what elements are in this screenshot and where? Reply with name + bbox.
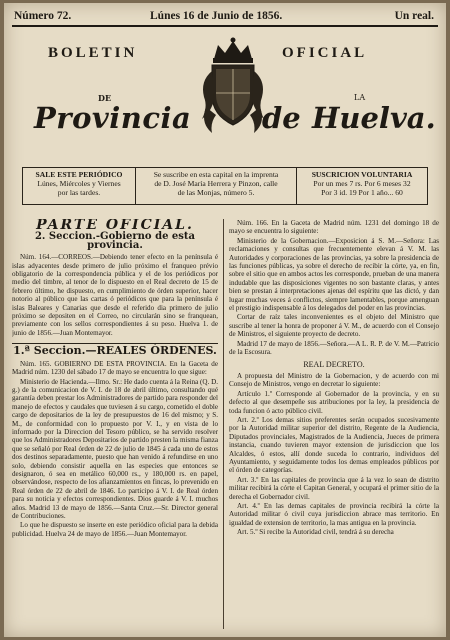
article-paragraph: Ministerio de Hacienda.—Ilmo. Sr.: He dado cuenta á la Reina (Q. D. g.) de la comunicacion de V. I. de 18 de abril último, consultando qué garantía deben prestar los Administradores de partido para responder del manejo de efectos y caudales que tuviesen á su cargo, cometido el doble cargo de depositarios de la ley de presupuestos de 16 del mismo; y S. M., de conformidad con lo propuesto por V. I., y en vista de lo informado por la Direccion del Tesoro público, se ha servido resolver que los Administradores Depositarios de partido presten la misma fianza que se señaló por Real órden de 22 de julio de 1845 á cada uno de estos dos destinos separadamente, puesto que han venido á refundirse en uno solo, debiendo consistir aquella en las especies que entonces se designaron, ó sea en metálico 60,000 rs., y 180,000 rs. en papel, observándose, respecto de los afianzamientos en fincas, lo prevenido en Real órden de 22 de abril de 1846. Lo participo á V. I. de Real órden para su noticia y efectos correspondientes. Dios guarde á V. I. muchos años. Madrid 13 de mayo de 1856.—Santa Cruz.—Sr. Director general de Contribuciones.: [12, 377, 218, 520]
article-paragraph: Art. 2.º Los demas sitios preferentes serán ocupados sucesivamente por la Autoridad militar superior del distrito, Regente de la Audiencia, Diputados provinciales, Magistrados de la Audiencia, Jueces de primera instancia, cuando tuvieren mayor extension de jurisdiccion que los Alcaldes, ó estos, allí donde suceda lo contrario, individuos del Ayuntamiento, y seguidamente todos los demas empleados públicos por el órden de categorías.: [229, 415, 439, 475]
subscription-place-text: Se suscribe en esta capital en la imprenta: [153, 170, 279, 179]
subscription-place-text: de D. José María Herrera y Pinzon, calle: [154, 179, 278, 188]
parte-oficial-heading: PARTE OFICIAL.: [36, 219, 194, 233]
subscription-prices-box: [297, 168, 427, 204]
subscription-place-text: de las Monjas, número 5.: [177, 188, 255, 197]
article-paragraph: Ministerio de la Gobernacion.—Exposicion á S. M.—Señora: Las reclamaciones y consultas que frecuentemente elevan á V. M. las Autoridades y corporaciones de las provincias, ya sobre la presidencia de las funciones públicas, ya sobre el derecho de recibir la córte, ya, en fin, sobre el sitio que en ambos actos les corresponde, prueban de una manera indudable que las disposiciones vigentes no son bastante claras, y antes bien se prestan á interpretaciones ajenas del espíritu que las dictó, y dan lugar muchas veces á conflictos, siempre lamentables, porque amenguan el prestigio indispensable á los delegados del poder en las provincias.: [229, 236, 439, 313]
coat-of-arms-icon: [198, 37, 268, 137]
subscription-place-box: [136, 168, 297, 204]
article-paragraph: Art. 3.º En las capitales de provincia que á la vez lo sean de distrito militar recibirá la córte el Capitan General, y ocupará el primer sitio de la derecha el Gobernador civil.: [229, 475, 439, 501]
section-1-heading: 1.ª Seccion.—REALES ÓRDENES.: [13, 344, 217, 358]
article-paragraph: Art. 4.º En las demas capitales de provincia recibirá la córte la Autoridad militar ó civil cuya jurisdiccion abrace mas territorio. En igualdad de extension de territorio, la mas antigua en la provincia.: [229, 502, 439, 527]
newspaper-page: [4, 3, 446, 637]
left-column: [12, 219, 218, 633]
newspaper-title: [12, 37, 438, 147]
title-huelva: Huelva.: [312, 101, 436, 135]
real-decreto-heading: REAL DECRETO.: [303, 359, 365, 369]
publication-days-box: [23, 168, 136, 204]
subscription-prices-text: Por 3 id. 19 Por 1 año... 60: [321, 188, 403, 197]
publication-days-text: Lúnes, Miércoles y Viernes: [37, 179, 121, 188]
subscription-band: [22, 167, 428, 205]
article-paragraph: Cortar de raíz tales inconvenientes es el objeto del Ministro que suscribe al tener la honra de proponer á V. M., de acuerdo con el Consejo de Ministros, el siguiente proyecto de decreto.: [229, 313, 439, 339]
article-paragraph: Núm. 166. En la Gaceta de Madrid núm. 1231 del domingo 18 de mayo se encuentra lo siguiente:: [229, 219, 439, 236]
title-oficial: OFICIAL: [282, 45, 368, 61]
title-boletin: BOLETIN: [48, 45, 138, 61]
article-paragraph: A propuesta del Ministro de la Gobernacion, y de acuerdo con mi Consejo de Ministros, vengo en decretar lo siguiente:: [229, 371, 439, 389]
publication-days-text: por las tardes.: [57, 188, 101, 197]
article-paragraph: Art. 5.º Si recibe la Autoridad civil, tendrá á su derecha: [237, 528, 394, 537]
article-paragraph: Núm. 164.—CORREOS.—Debiendo tener efecto en la península é islas adyacentes desde primero de julio próximo el franqueo prévio obligatorio de la correspondencia pública y el de los periódicos por medio del timbre, al tenor de lo dispuesto en el Real decreto de 15 de febrero último, he dispuesto, en cumplimiento de órden superior, hacer notorio al público que las cartas ó periódicos que para la península é islas Baleares y Canarias que desde el referido dia primero de julio próximo se depositen en el Correo, no circularán sino se franquean, previamente con los sellos correspondientes á su peso. Huelva 1. de junio de 1856.—Juan Montemayor.: [12, 253, 218, 337]
subscription-prices-heading: SUSCRICION VOLUNTARIA: [311, 170, 413, 179]
issue-number: Número 72.: [14, 10, 72, 22]
publication-days-heading: SALE ESTE PERIÓDICO: [35, 170, 123, 179]
masthead: [12, 9, 438, 27]
section-2-heading: 2. Seccion.-Gobierno de esta provincia.: [34, 231, 196, 251]
article-paragraph: Lo que he dispuesto se inserte en este periódico oficial para la debida publicidad. Huelva 24 de mayo de 1856.—Juan Montemayor.: [12, 521, 218, 538]
title-la-small: LA: [354, 93, 366, 102]
subscription-prices-text: Por un mes 7 rs. Por 6 meses 32: [313, 179, 411, 188]
article-signature: Madrid 17 de mayo de 1856.—Señora.—A L. R. P. de V. M.—Patricio de la Escosura.: [229, 339, 439, 357]
title-provincia: Provincia: [34, 101, 192, 135]
issue-price: Un real.: [394, 10, 434, 22]
column-divider: [223, 219, 224, 629]
article-paragraph: Artículo 1.º Corresponde al Gobernador de la provincia, y en su defecto al que desempeñe sus atribuciones por la ley, la presidencia de toda funcion ó acto público civil.: [229, 389, 439, 415]
article-paragraph: Núm. 165. GOBIERNO DE ESTA PROVINCIA. En la Gaceta de Madrid núm. 1230 del sábado 17 de mayo se encuentra lo que sigue:: [12, 359, 218, 377]
right-column: [229, 219, 439, 633]
title-de-small: DE: [98, 93, 112, 103]
title-de-big: de: [262, 101, 301, 135]
issue-date: Lúnes 16 de Junio de 1856.: [150, 10, 283, 22]
